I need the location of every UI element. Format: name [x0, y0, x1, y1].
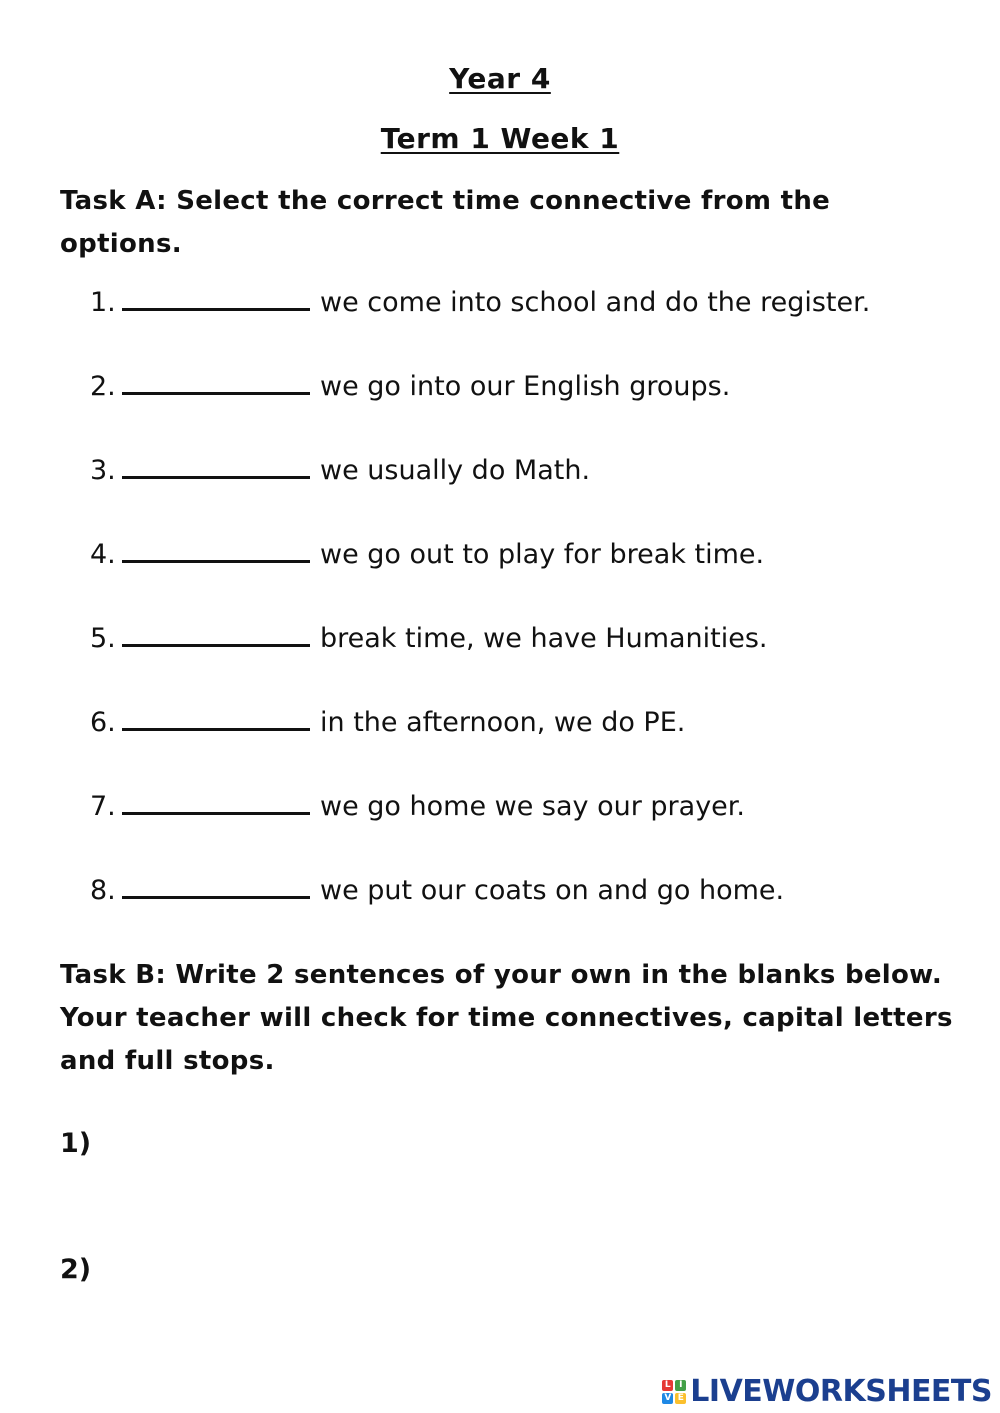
question-row: [90, 620, 970, 656]
question-text: we go out to play for break time.: [320, 539, 765, 570]
answer-blank-3[interactable]: [122, 452, 310, 479]
logo-letter: V: [662, 1393, 673, 1404]
brand-name: LIVEWORKSHEETS: [690, 1374, 992, 1409]
answer-blank-1[interactable]: [122, 284, 310, 311]
answer-blank-6[interactable]: [122, 704, 310, 731]
sentence-answer-1-label: 1): [60, 1128, 92, 1159]
question-number: 1.: [90, 287, 116, 318]
logo-letter: E: [675, 1393, 686, 1404]
page-subtitle: Term 1 Week 1: [380, 122, 620, 155]
question-row: [90, 284, 970, 320]
page-title: Year 4: [449, 62, 551, 95]
question-number: 2.: [90, 371, 116, 402]
answer-blank-2[interactable]: [122, 368, 310, 395]
question-number: 8.: [90, 875, 116, 906]
logo-letter: L: [662, 1380, 673, 1391]
question-number: 3.: [90, 455, 116, 486]
question-number: 5.: [90, 623, 116, 654]
answer-blank-7[interactable]: [122, 788, 310, 815]
sentence-answer-2-label: 2): [60, 1254, 92, 1285]
question-row: [90, 368, 970, 404]
task-a-instructions: Task A: Select the correct time connective from the options.: [60, 186, 831, 259]
question-text: we go into our English groups.: [320, 371, 731, 402]
question-text: we come into school and do the register.: [320, 287, 871, 318]
question-text: we go home we say our prayer.: [320, 791, 745, 822]
question-text: break time, we have Humanities.: [320, 623, 768, 654]
answer-blank-5[interactable]: [122, 620, 310, 647]
question-row: [90, 788, 970, 824]
question-row: [90, 872, 970, 908]
question-row: [90, 704, 970, 740]
liveworksheets-logo-icon: [662, 1380, 686, 1404]
question-text: in the afternoon, we do PE.: [320, 707, 686, 738]
question-text: we put our coats on and go home.: [320, 875, 785, 906]
liveworksheets-footer: [662, 1374, 992, 1409]
question-number: 4.: [90, 539, 116, 570]
question-row: [90, 536, 970, 572]
question-row: [90, 452, 970, 488]
logo-letter: I: [675, 1380, 686, 1391]
question-number: 7.: [90, 791, 116, 822]
question-number: 6.: [90, 707, 116, 738]
question-text: we usually do Math.: [320, 455, 591, 486]
answer-blank-8[interactable]: [122, 872, 310, 899]
task-b-instructions: Task B: Write 2 sentences of your own in the blanks below. Your teacher will check for time connectives, capital letters and full stops.: [60, 960, 953, 1076]
answer-blank-4[interactable]: [122, 536, 310, 563]
